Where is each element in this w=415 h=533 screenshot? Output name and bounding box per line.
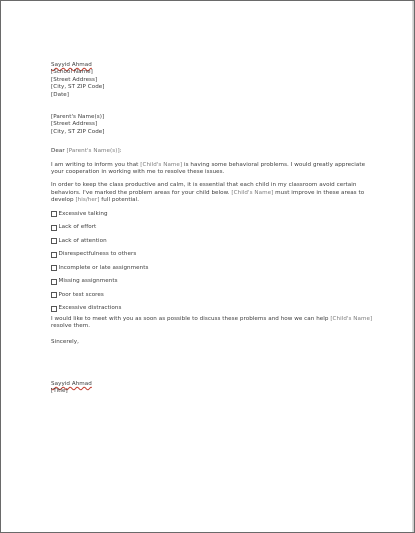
checkbox-icon[interactable] (51, 292, 57, 298)
recipient-city: [City, ST ZIP Code] (51, 128, 105, 135)
sender-street: [Street Address] (51, 76, 98, 83)
signature-title: [Title] (51, 388, 68, 395)
checklist-label: Lack of effort (58, 224, 97, 231)
signature-block (51, 381, 377, 396)
salutation-name: [Parent's Name(s)] (66, 148, 120, 155)
intro-text-1: I am writing to inform you that (51, 161, 141, 168)
checklist-label: Lack of attention (58, 237, 107, 244)
checkbox-icon[interactable] (51, 306, 57, 312)
checklist-item (51, 248, 377, 262)
meeting-text-2: resolve them. (51, 323, 91, 330)
checklist-item (51, 302, 377, 316)
checklist-item (51, 275, 377, 289)
behavior-child-name: [Child's Name] (231, 189, 274, 196)
checklist-label: Excessive distractions (58, 305, 122, 312)
intro-text-2: is having some behavioral problems. I would greatly appreciate your cooperation in working with me to resolve these issues. (51, 161, 366, 176)
recipient-street: [Street Address] (51, 121, 98, 128)
checkbox-icon[interactable] (51, 211, 57, 217)
checklist-item (51, 289, 377, 303)
checkbox-icon[interactable] (51, 265, 57, 271)
behavior-text-2: must improve in these areas to develop (51, 189, 365, 204)
checkbox-icon[interactable] (51, 252, 57, 258)
problem-checklist (51, 208, 377, 316)
closing: Sincerely, (51, 338, 79, 345)
intro-paragraph (51, 162, 377, 177)
checkbox-icon[interactable] (51, 238, 57, 244)
checklist-label: Poor test scores (58, 291, 104, 298)
sender-name-line (51, 62, 377, 69)
checklist-label: Disrespectfulness to others (58, 251, 137, 258)
behavior-text-3: full potential. (99, 197, 140, 204)
sender-city: [City, ST ZIP Code] (51, 84, 105, 91)
checkbox-icon[interactable] (51, 225, 57, 231)
checklist-label: Incomplete or late assignments (58, 264, 149, 271)
sender-school: [School Name] (51, 69, 93, 76)
signature-name-line (51, 381, 377, 388)
behavior-paragraph (51, 182, 377, 204)
behavior-text-1: In order to keep the class productive and calm, it is essential that each child in my classroom avoid certain behaviors. I've marked the problem areas for your child below. (51, 182, 357, 196)
letter-body (51, 62, 377, 396)
meeting-paragraph (51, 316, 377, 331)
meeting-child-name: [Child's Name] (330, 315, 373, 322)
signature-name: Sayyid Ahmad (51, 380, 92, 387)
sender-address-block (51, 62, 377, 99)
recipient-address-block (51, 114, 377, 136)
intro-child-name: [Child's Name] (140, 161, 183, 168)
checklist-item (51, 221, 377, 235)
salutation-prefix: Dear (51, 148, 65, 155)
salutation (51, 148, 377, 155)
checklist-item (51, 208, 377, 222)
sender-name: Sayyid Ahmad (51, 62, 92, 68)
salutation-suffix: : (119, 148, 122, 155)
checklist-label: Excessive talking (58, 210, 108, 217)
checklist-item (51, 262, 377, 276)
letter-date: [Date] (51, 91, 70, 98)
recipient-name: [Parent's Name(s)] (51, 114, 105, 121)
checklist-item (51, 235, 377, 249)
checkbox-icon[interactable] (51, 279, 57, 285)
behavior-pronoun: [his/her] (75, 197, 100, 204)
checklist-label: Missing assignments (58, 278, 118, 285)
meeting-text-1: I would like to meet with you as soon as possible to discuss these problems and how we can help (51, 315, 331, 322)
